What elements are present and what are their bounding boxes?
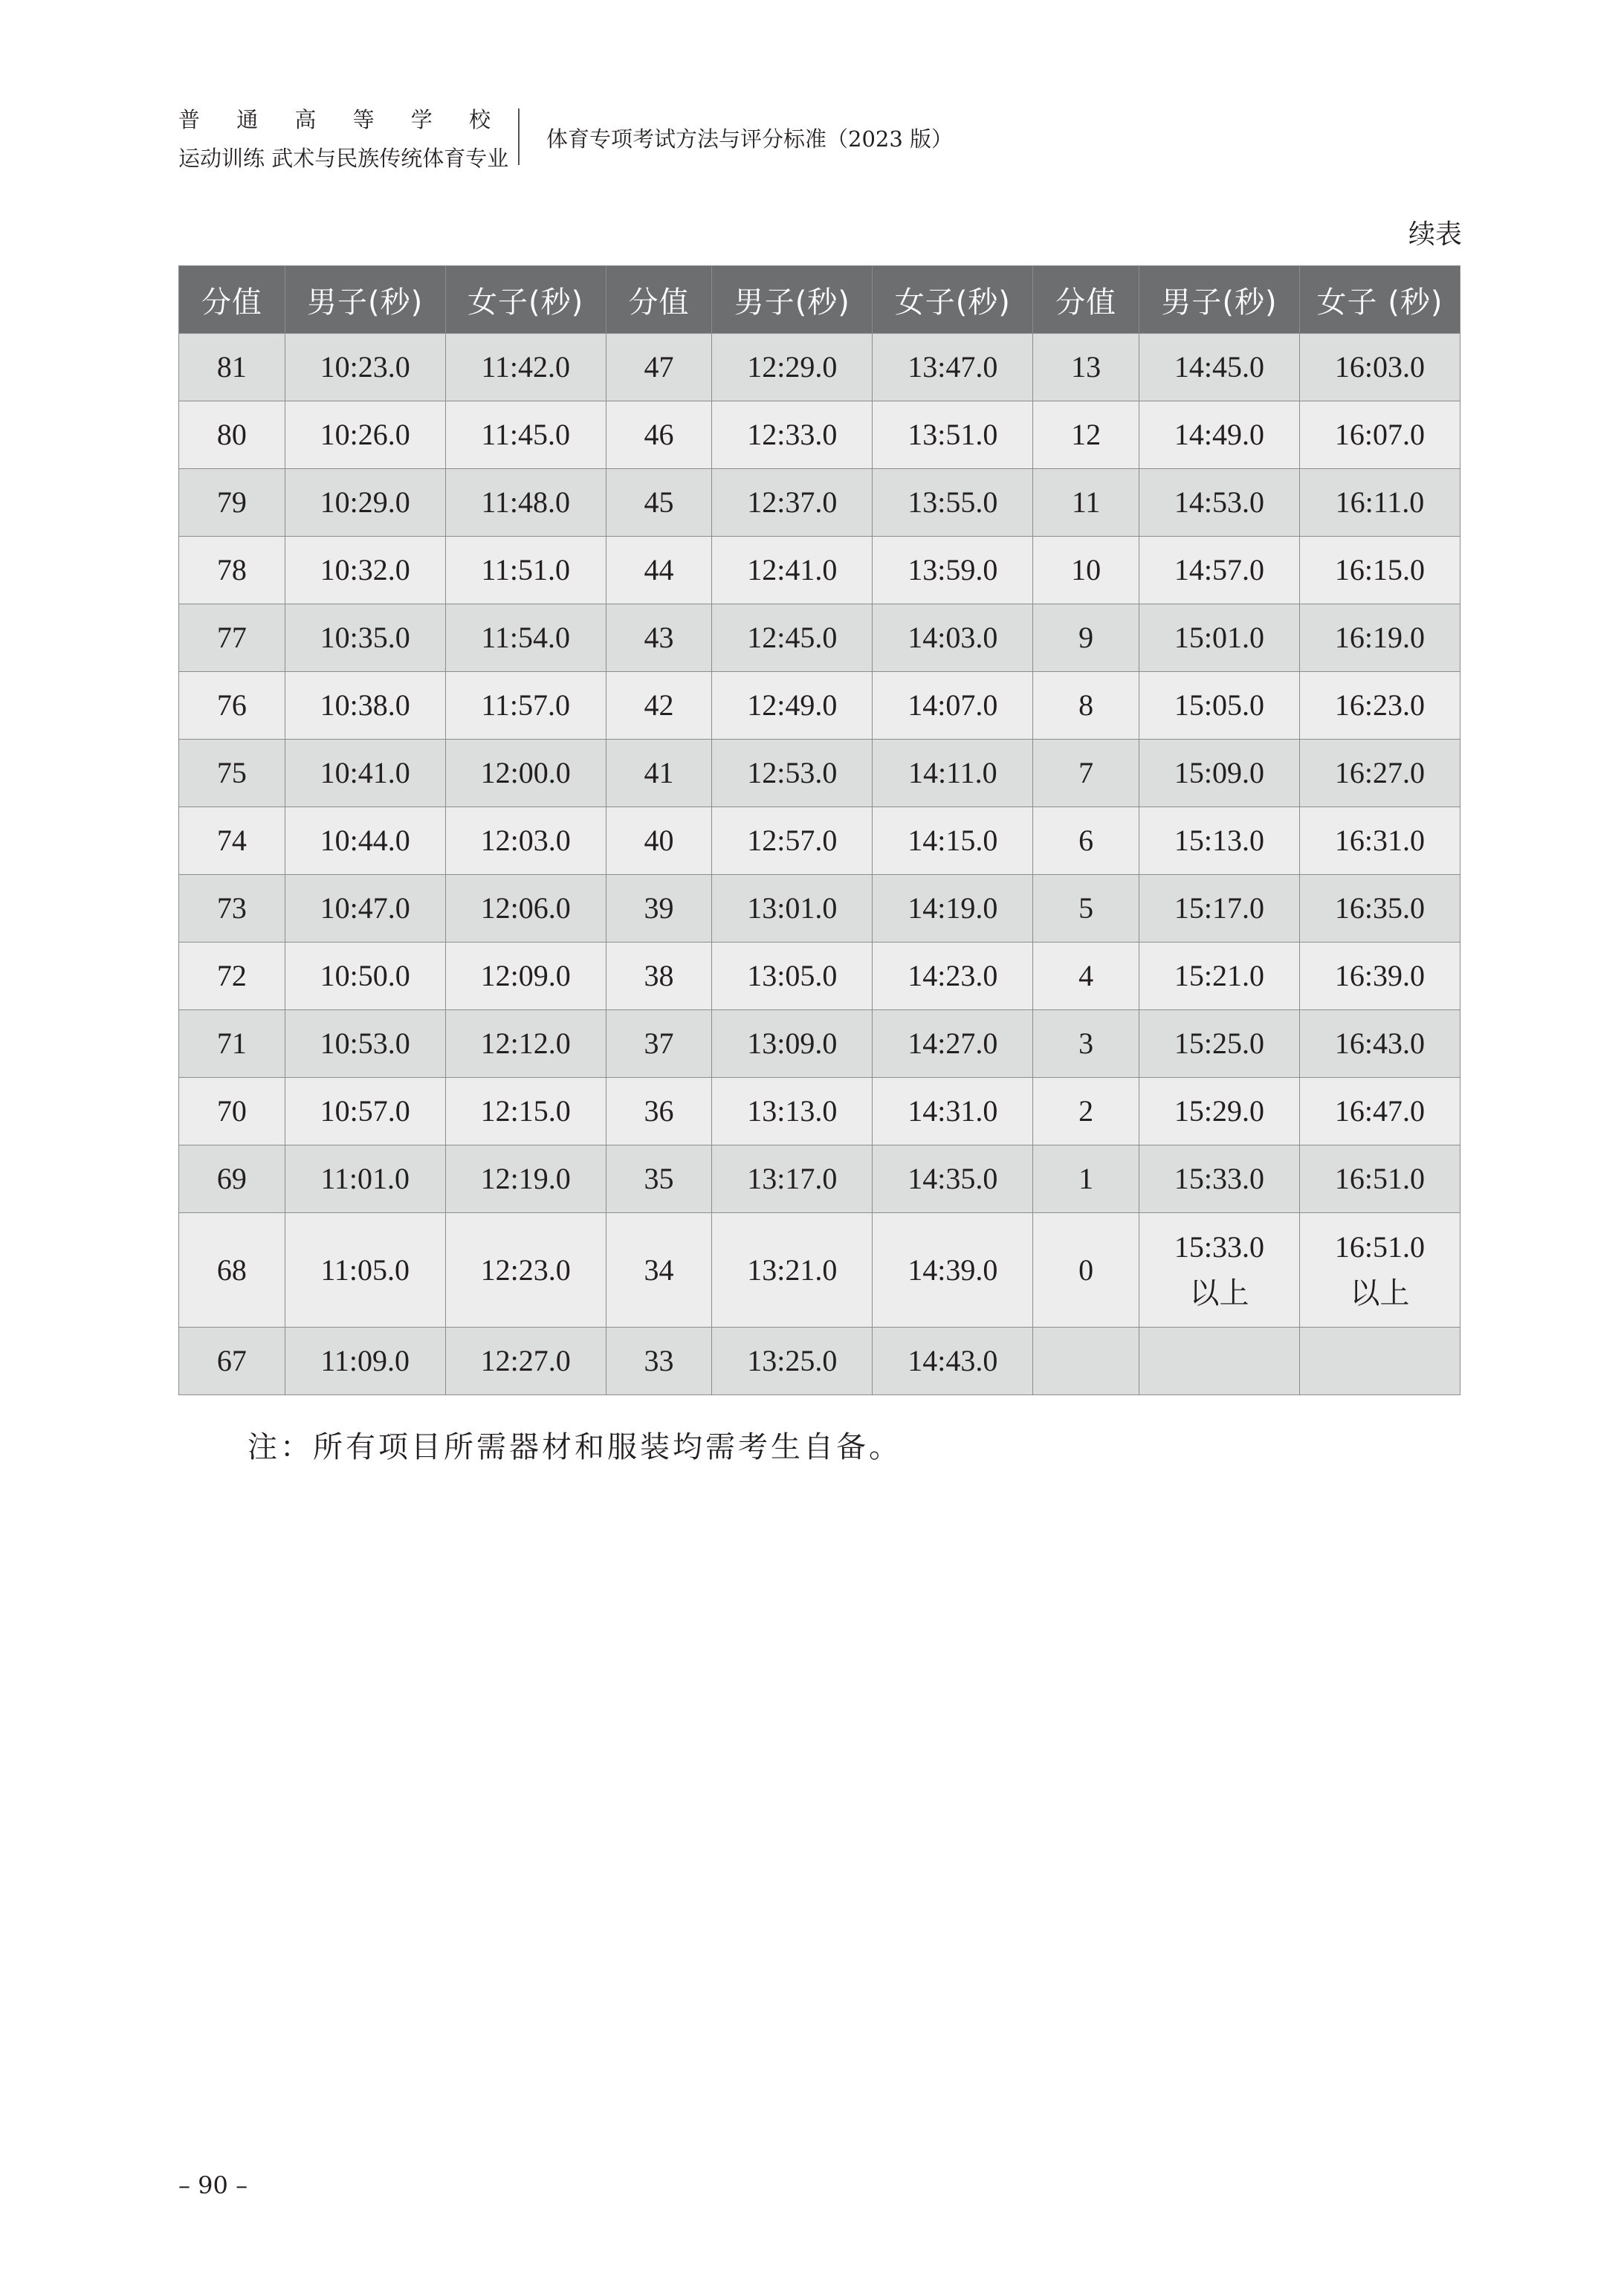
table-cell: 5: [1033, 875, 1139, 943]
table-cell: 43: [606, 604, 712, 672]
table-cell: 0: [1033, 1213, 1139, 1328]
table-cell: 13:05.0: [712, 943, 873, 1010]
page-number: – 90 –: [178, 2171, 248, 2199]
table-cell: 46: [606, 401, 712, 469]
table-cell: 41: [606, 740, 712, 807]
table-cell: 12:09.0: [445, 943, 606, 1010]
table-row: [179, 1145, 1460, 1213]
table-cell: 16:35.0: [1299, 875, 1460, 943]
table-cell: 14:35.0: [873, 1145, 1033, 1213]
column-header: 男子(秒): [712, 266, 873, 334]
table-cell: 12:57.0: [712, 807, 873, 875]
table-cell: 40: [606, 807, 712, 875]
column-header: 男子(秒): [285, 266, 445, 334]
table-cell: 70: [179, 1078, 285, 1145]
table-cell: 12:27.0: [445, 1328, 606, 1395]
table-cell: 47: [606, 334, 712, 401]
table-row: [179, 469, 1460, 537]
school-type-char: 通: [236, 107, 259, 132]
school-type-char: 普: [178, 107, 201, 132]
table-cell: 16:11.0: [1299, 469, 1460, 537]
column-header: 女子(秒): [445, 266, 606, 334]
table-cell: 14:15.0: [873, 807, 1033, 875]
table-row: [179, 1328, 1460, 1395]
table-cell: 10:47.0: [285, 875, 445, 943]
table-row: [179, 537, 1460, 604]
table-cell: 15:33.0 以上: [1139, 1213, 1299, 1328]
table-note: 注：所有项目所需器材和服装均需考生自备。: [248, 1430, 902, 1464]
column-header: 男子(秒): [1139, 266, 1299, 334]
table-cell: 15:05.0: [1139, 672, 1299, 740]
table-cell: 12:41.0: [712, 537, 873, 604]
table-cell: 12:03.0: [445, 807, 606, 875]
table-cell: 16:23.0: [1299, 672, 1460, 740]
table-cell: 11:45.0: [445, 401, 606, 469]
table-cell: 16:31.0: [1299, 807, 1460, 875]
table-cell: 16:07.0: [1299, 401, 1460, 469]
major-label: 运动训练 武术与民族传统体育专业: [178, 146, 509, 171]
table-cell: 14:45.0: [1139, 334, 1299, 401]
school-type-char: 学: [410, 107, 433, 132]
table-cell: 10:32.0: [285, 537, 445, 604]
table-cell: 10:53.0: [285, 1010, 445, 1078]
table-cell: 11:51.0: [445, 537, 606, 604]
table-cell: 1: [1033, 1145, 1139, 1213]
table-cell: 16:19.0: [1299, 604, 1460, 672]
table-cell: 12:23.0: [445, 1213, 606, 1328]
table-cell: 13:55.0: [873, 469, 1033, 537]
school-type-char: 高: [294, 107, 317, 132]
table-row: [179, 604, 1460, 672]
table-cell: 12:29.0: [712, 334, 873, 401]
table-cell: 13:21.0: [712, 1213, 873, 1328]
table-cell: 16:51.0: [1299, 1145, 1460, 1213]
table-cell: 8: [1033, 672, 1139, 740]
table-cell: 14:27.0: [873, 1010, 1033, 1078]
table-header-row: [179, 266, 1460, 334]
table-cell: 14:49.0: [1139, 401, 1299, 469]
column-header: 女子(秒): [873, 266, 1033, 334]
table-cell: 45: [606, 469, 712, 537]
table-row: [179, 875, 1460, 943]
table-cell: 13:51.0: [873, 401, 1033, 469]
table-cell: 71: [179, 1010, 285, 1078]
table-cell: 16:43.0: [1299, 1010, 1460, 1078]
table-cell: 67: [179, 1328, 285, 1395]
table-cell: 15:09.0: [1139, 740, 1299, 807]
table-cell: 14:19.0: [873, 875, 1033, 943]
table-cell: 13:13.0: [712, 1078, 873, 1145]
table-cell: 15:25.0: [1139, 1010, 1299, 1078]
table-cell: 12:12.0: [445, 1010, 606, 1078]
table-cell: 79: [179, 469, 285, 537]
table-body: [179, 334, 1460, 1395]
table-cell: 33: [606, 1328, 712, 1395]
table-row: [179, 807, 1460, 875]
table-cell: 16:51.0 以上: [1299, 1213, 1460, 1328]
table-cell: 42: [606, 672, 712, 740]
table-cell: 11:54.0: [445, 604, 606, 672]
table-cell: 12:06.0: [445, 875, 606, 943]
running-header-left: [178, 106, 509, 172]
table-cell: 11: [1033, 469, 1139, 537]
table-cell: 38: [606, 943, 712, 1010]
table-cell: 10:44.0: [285, 807, 445, 875]
school-type-char: 等: [352, 107, 375, 132]
table-cell: 10: [1033, 537, 1139, 604]
table-cell: 15:29.0: [1139, 1078, 1299, 1145]
table-cell: 73: [179, 875, 285, 943]
table-cell: 6: [1033, 807, 1139, 875]
table-cell: 13: [1033, 334, 1139, 401]
table-cell: 13:47.0: [873, 334, 1033, 401]
table-cell: 14:53.0: [1139, 469, 1299, 537]
table-cell: 76: [179, 672, 285, 740]
table-cell: 10:38.0: [285, 672, 445, 740]
table-cell: 12:37.0: [712, 469, 873, 537]
table-cell: 10:57.0: [285, 1078, 445, 1145]
table-row: [179, 1213, 1460, 1328]
table-cell: 4: [1033, 943, 1139, 1010]
table-cell: 10:35.0: [285, 604, 445, 672]
table-cell: 10:41.0: [285, 740, 445, 807]
table-cell: 16:15.0: [1299, 537, 1460, 604]
table-cell: 14:07.0: [873, 672, 1033, 740]
school-type-label: [178, 106, 491, 134]
table-cell: 10:29.0: [285, 469, 445, 537]
score-table: [178, 265, 1460, 1395]
table-cell: 35: [606, 1145, 712, 1213]
table-cell: 12: [1033, 401, 1139, 469]
table-cell: 12:19.0: [445, 1145, 606, 1213]
table-cell: 44: [606, 537, 712, 604]
table-cell: 13:17.0: [712, 1145, 873, 1213]
table-cell: 12:15.0: [445, 1078, 606, 1145]
column-header: 分值: [606, 266, 712, 334]
table-cell: 34: [606, 1213, 712, 1328]
table-cell: 7: [1033, 740, 1139, 807]
table-cell: 16:03.0: [1299, 334, 1460, 401]
column-header: 分值: [1033, 266, 1139, 334]
table-cell: 78: [179, 537, 285, 604]
table-cell: [1033, 1328, 1139, 1395]
table-cell: 15:17.0: [1139, 875, 1299, 943]
table-cell: 77: [179, 604, 285, 672]
column-header: 分值: [179, 266, 285, 334]
table-cell: 16:27.0: [1299, 740, 1460, 807]
table-cell: 72: [179, 943, 285, 1010]
table-cell: 81: [179, 334, 285, 401]
table-cell: 11:01.0: [285, 1145, 445, 1213]
table-cell: 11:42.0: [445, 334, 606, 401]
table-cell: 2: [1033, 1078, 1139, 1145]
column-header: 女子 (秒): [1299, 266, 1460, 334]
table-cell: 11:57.0: [445, 672, 606, 740]
table-cell: 10:50.0: [285, 943, 445, 1010]
table-cell: 14:43.0: [873, 1328, 1033, 1395]
table-cell: 15:33.0: [1139, 1145, 1299, 1213]
header-divider: [518, 109, 520, 165]
table-cell: 9: [1033, 604, 1139, 672]
table-cell: 11:09.0: [285, 1328, 445, 1395]
table-cell: 10:26.0: [285, 401, 445, 469]
table-cell: 68: [179, 1213, 285, 1328]
table-cell: 14:39.0: [873, 1213, 1033, 1328]
school-type-char: 校: [468, 107, 491, 132]
table-cell: 39: [606, 875, 712, 943]
table-cell: 13:59.0: [873, 537, 1033, 604]
table-row: [179, 943, 1460, 1010]
table-cell: 12:53.0: [712, 740, 873, 807]
table-cell: 16:39.0: [1299, 943, 1460, 1010]
table-cell: 11:48.0: [445, 469, 606, 537]
table-continued-label: 续表: [1408, 219, 1462, 250]
table-cell: 74: [179, 807, 285, 875]
table-cell: 36: [606, 1078, 712, 1145]
table-cell: 15:01.0: [1139, 604, 1299, 672]
table-row: [179, 401, 1460, 469]
book-title: 体育专项考试方法与评分标准（2023 版）: [546, 126, 954, 152]
table-row: [179, 672, 1460, 740]
table-cell: 80: [179, 401, 285, 469]
table-cell: 75: [179, 740, 285, 807]
table-row: [179, 740, 1460, 807]
table-cell: 14:03.0: [873, 604, 1033, 672]
table-row: [179, 1078, 1460, 1145]
table-cell: 69: [179, 1145, 285, 1213]
table-cell: 3: [1033, 1010, 1139, 1078]
table-cell: [1299, 1328, 1460, 1395]
table-cell: 12:33.0: [712, 401, 873, 469]
table-row: [179, 334, 1460, 401]
table-cell: 13:01.0: [712, 875, 873, 943]
table-cell: 37: [606, 1010, 712, 1078]
table-cell: 11:05.0: [285, 1213, 445, 1328]
table-cell: 12:49.0: [712, 672, 873, 740]
table-cell: 10:23.0: [285, 334, 445, 401]
table-cell: 14:11.0: [873, 740, 1033, 807]
table-cell: 15:13.0: [1139, 807, 1299, 875]
table-cell: 13:09.0: [712, 1010, 873, 1078]
table-cell: [1139, 1328, 1299, 1395]
table-cell: 14:57.0: [1139, 537, 1299, 604]
table-cell: 13:25.0: [712, 1328, 873, 1395]
table-row: [179, 1010, 1460, 1078]
table-cell: 12:45.0: [712, 604, 873, 672]
table-cell: 12:00.0: [445, 740, 606, 807]
table-cell: 14:31.0: [873, 1078, 1033, 1145]
table-cell: 16:47.0: [1299, 1078, 1460, 1145]
table-cell: 15:21.0: [1139, 943, 1299, 1010]
table-cell: 14:23.0: [873, 943, 1033, 1010]
